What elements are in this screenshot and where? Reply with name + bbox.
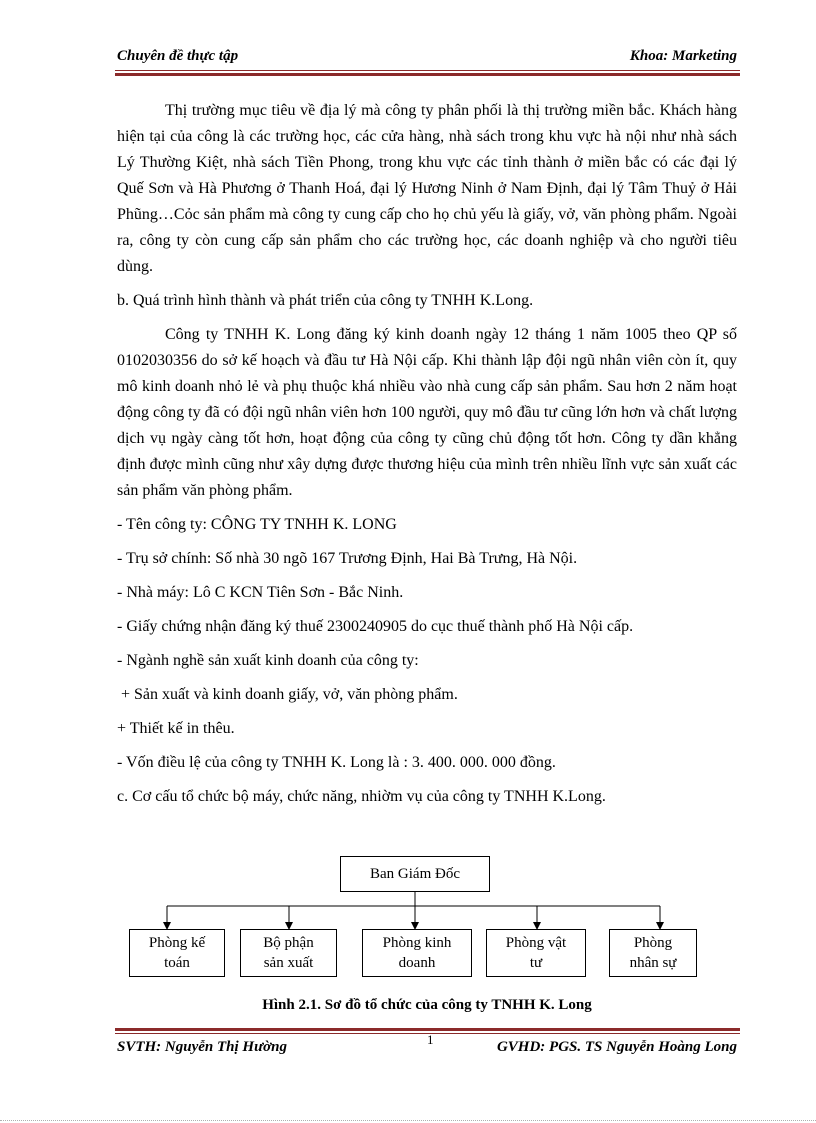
info-factory: - Nhà máy: Lô C KCN Tiên Sơn - Bắc Ninh. — [117, 584, 404, 601]
org-box-production-line2: sản xuất — [263, 955, 314, 971]
info-headquarters: - Trụ sở chính: Số nhà 30 ngõ 167 Trương Định, Hai Bà Trưng, Hà Nội. — [117, 550, 578, 567]
header-right-title: Khoa: Marketing — [629, 48, 737, 64]
info-charter-capital: - Vốn điều lệ của công ty TNHH K. Long là : 3. 400. 000. 000 đồng. — [117, 754, 556, 771]
paragraph-company-history: Công ty TNHH K. Long đăng ký kinh doanh ngày 12 tháng 1 năm 1005 theo QP số 0102030356 do sở kế hoạch và đầu tư Hà Nội cấp. Khi thành lập đội ngũ nhân viên còn ít, quy mô kinh doanh nhỏ lẻ và phụ thuộc khá nhiều vào nhà cung cấp sản phẩm. Sau hơn 2 năm hoạt động công ty đã có đội ngũ nhân viên hơn 100 người, quy mô đầu tư cũng lớn hơn và chất lượng dịch vụ ngày càng tốt hơn, hoạt động của công ty cũng chủ động tốt hơn. Công ty dần khẳng định được mình cũng như xây dựng được thương hiệu của mình trên nhiều lĩnh vực sản xuất các sản phẩm văn phòng phẩm. — [117, 326, 737, 499]
org-box-materials-line1: Phòng vật — [505, 935, 567, 951]
org-box-accounting-line1: Phòng kế — [148, 935, 206, 951]
page-number: 1 — [427, 1032, 434, 1047]
info-business-lines: - Ngành nghề sản xuất kinh doanh của công ty: — [117, 652, 419, 669]
org-box-sales — [362, 929, 472, 977]
section-heading-c: c. Cơ cấu tổ chức bộ máy, chức năng, nhiờm vụ của công ty TNHH K.Long. — [117, 788, 606, 805]
info-company-name: - Tên công ty: CÔNG TY TNHH K. LONG — [117, 516, 397, 533]
org-box-materials — [486, 929, 586, 977]
org-box-accounting — [129, 929, 225, 977]
org-box-sales-line1: Phòng kinh — [382, 935, 452, 951]
org-box-production-line1: Bộ phận — [263, 935, 314, 951]
header-rule-thin — [115, 70, 740, 71]
section-heading-b: b. Quá trình hình thành và phát triển của công ty TNHH K.Long. — [117, 292, 534, 309]
footer-advisor: GVHD: PGS. TS Nguyễn Hoàng Long — [496, 1039, 737, 1055]
org-box-production — [240, 929, 337, 977]
info-business-line-1: + Sản xuất và kinh doanh giấy, vở, văn phòng phẩm. — [117, 686, 458, 703]
org-box-hr-line1: Phòng — [633, 935, 673, 951]
page-bottom-dotted-border — [0, 1120, 816, 1121]
paragraph-target-market: Thị trường mục tiêu về địa lý mà công ty phân phối là thị trường miền bắc. Khách hàng hiện tại của công là các trường học, các cửa hàng, nhà sách trong khu vực hà nội như nhà sách Lý Thường Kiệt, nhà sách Tiền Phong, trong khu vực các tỉnh thành ở miền bắc có các đại lý Quế Sơn và Hà Phương ở Thanh Hoá, đại lý Hương Ninh ở Nam Định, đại lý Tâm Thuỷ ở Hải Phũng…Cỏc sản phẩm mà công ty cung cấp cho họ chủ yếu là giấy, vở, văn phòng phẩm. Ngoài ra, công ty còn cung cấp sản phẩm cho các trường học, các doanh nghiệp và cho người tiêu dùng. — [117, 102, 737, 275]
org-box-board — [340, 856, 490, 892]
info-tax-certificate: - Giấy chứng nhận đăng ký thuế 2300240905 do cục thuế thành phố Hà Nội cấp. — [117, 618, 634, 635]
header-rule-thick — [115, 73, 740, 76]
header-left-title: Chuyên đề thực tập — [117, 48, 239, 64]
footer-rule-thick — [115, 1028, 740, 1031]
org-box-accounting-line2: toán — [164, 955, 190, 971]
org-box-hr — [609, 929, 697, 977]
info-business-line-2: + Thiết kế in thêu. — [117, 720, 235, 737]
figure-caption: Hình 2.1. Sơ đồ tổ chức của công ty TNHH K. Long — [262, 997, 592, 1013]
org-box-materials-line2: tư — [529, 955, 543, 971]
footer-student: SVTH: Nguyễn Thị Hường — [117, 1039, 287, 1055]
document-body — [117, 98, 737, 818]
org-box-hr-line2: nhân sự — [629, 955, 677, 971]
org-box-board-label: Ban Giám Đốc — [370, 866, 460, 882]
org-box-sales-line2: doanh — [398, 955, 436, 971]
